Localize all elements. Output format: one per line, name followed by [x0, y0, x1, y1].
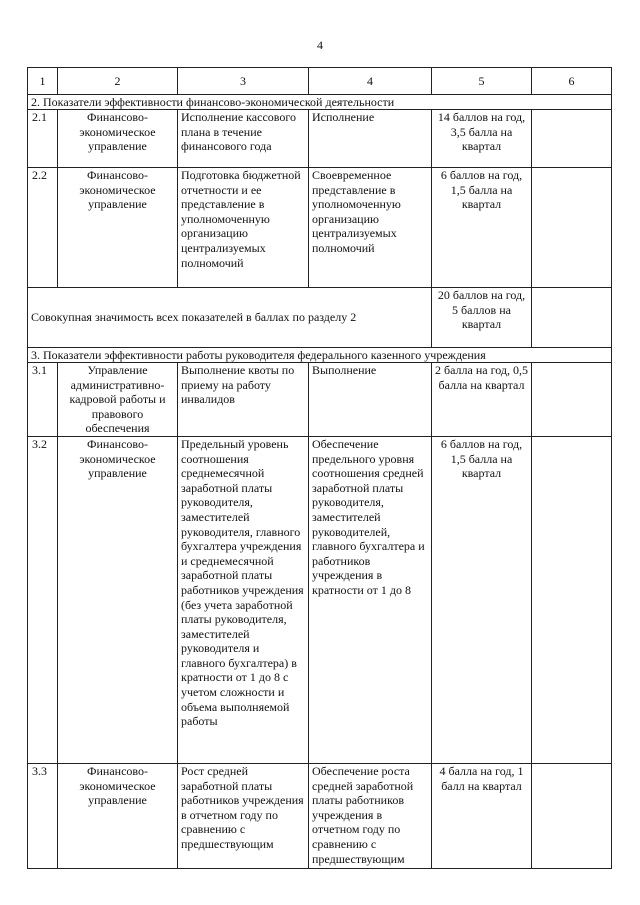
row-note	[532, 110, 612, 168]
section-header-row	[28, 95, 612, 110]
column-header: 6	[532, 68, 612, 95]
section-title: 3. Показатели эффективности работы руководителя федерального казенного учреждения	[28, 348, 612, 363]
column-header-row	[28, 68, 612, 95]
row-indicator: Исполнение кассового плана в течение финансового года	[178, 110, 309, 168]
row-number: 3.2	[28, 436, 58, 763]
column-header: 5	[432, 68, 532, 95]
section-total-row	[28, 288, 612, 348]
row-criterion: Обеспечение роста средней заработной платы работников учреждения в отчетном году по сравнению с предшествующим	[309, 763, 432, 868]
row-indicator: Предельный уровень соотношения среднемесячной заработной платы руководителя, заместителей руководителя, главного бухгалтера учреждения и среднемесячной заработной платы работников учреждения (без учета заработной платы руководителя, заместителей руководителя и главного бухгалтера) в кратности от 1 до 8 с учетом сложности и объема выполняемой работы	[178, 436, 309, 763]
row-note	[532, 168, 612, 288]
row-note	[532, 436, 612, 763]
row-score: 14 баллов на год, 3,5 балла на квартал	[432, 110, 532, 168]
row-number: 3.3	[28, 763, 58, 868]
row-criterion: Своевременное представление в уполномоченную организацию централизуемых полномочий	[309, 168, 432, 288]
row-department: Финансово-экономическое управление	[58, 110, 178, 168]
section-total-label: Совокупная значимость всех показателей в баллах по разделу 2	[28, 288, 432, 348]
row-indicator: Подготовка бюджетной отчетности и ее представление в уполномоченную организацию централизуемых полномочий	[178, 168, 309, 288]
row-indicator: Выполнение квоты по приему на работу инвалидов	[178, 363, 309, 437]
table-row	[28, 436, 612, 763]
column-header: 3	[178, 68, 309, 95]
row-department: Управление административно-кадровой работы и правового обеспечения	[58, 363, 178, 437]
table-row	[28, 110, 612, 168]
section-title: 2. Показатели эффективности финансово-экономической деятельности	[28, 95, 612, 110]
row-score: 2 балла на год, 0,5 балла на квартал	[432, 363, 532, 437]
section-total-score: 20 баллов на год, 5 баллов на квартал	[432, 288, 532, 348]
row-score: 6 баллов на год, 1,5 балла на квартал	[432, 436, 532, 763]
table-row	[28, 168, 612, 288]
table-row	[28, 363, 612, 437]
row-department: Финансово-экономическое управление	[58, 168, 178, 288]
row-department: Финансово-экономическое управление	[58, 763, 178, 868]
table-row	[28, 763, 612, 868]
column-header: 1	[28, 68, 58, 95]
row-number: 2.1	[28, 110, 58, 168]
row-note	[532, 763, 612, 868]
column-header: 2	[58, 68, 178, 95]
row-criterion: Обеспечение предельного уровня соотношения средней заработной платы руководителя, заместителей руководителей, главного бухгалтера и работников учреждения в кратности от 1 до 8	[309, 436, 432, 763]
column-header: 4	[309, 68, 432, 95]
row-score: 4 балла на год, 1 балл на квартал	[432, 763, 532, 868]
section-total-note	[532, 288, 612, 348]
row-note	[532, 363, 612, 437]
row-number: 3.1	[28, 363, 58, 437]
section-header-row	[28, 348, 612, 363]
row-criterion: Исполнение	[309, 110, 432, 168]
row-indicator: Рост средней заработной платы работников учреждения в отчетном году по сравнению с предшествующим	[178, 763, 309, 868]
page-number: 4	[317, 38, 323, 52]
row-criterion: Выполнение	[309, 363, 432, 437]
row-number: 2.2	[28, 168, 58, 288]
indicators-table	[27, 67, 612, 869]
row-department: Финансово-экономическое управление	[58, 436, 178, 763]
row-score: 6 баллов на год, 1,5 балла на квартал	[432, 168, 532, 288]
